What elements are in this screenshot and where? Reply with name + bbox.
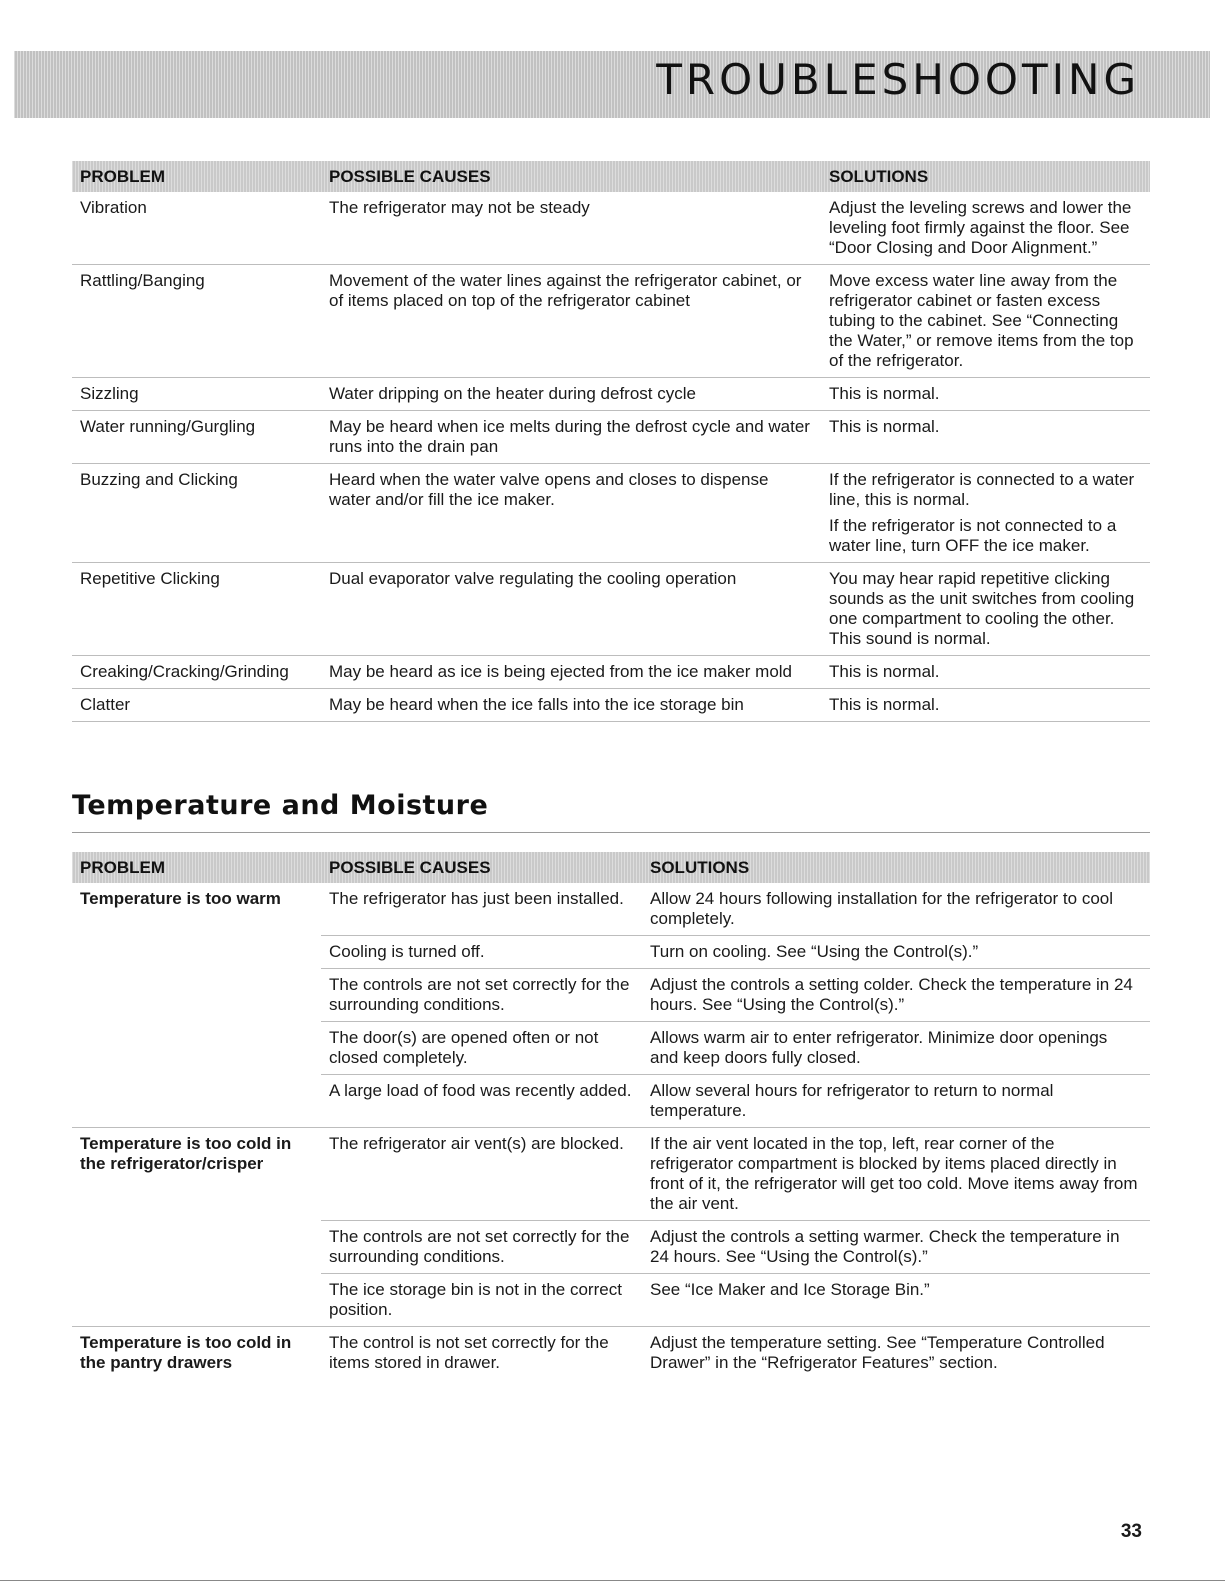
- solution-cell: This is normal.: [821, 411, 1150, 464]
- header-possible-causes: POSSIBLE CAUSES: [321, 852, 642, 883]
- cause-cell: A large load of food was recently added.: [321, 1075, 642, 1128]
- solution-paragraph: If the refrigerator is not connected to a water line, turn OFF the ice maker.: [829, 516, 1117, 555]
- cause-cell: Cooling is turned off.: [321, 936, 642, 969]
- cause-cell: The door(s) are opened often or not closed completely.: [321, 1022, 642, 1075]
- cause-cell: Heard when the water valve opens and closes to dispense water and/or fill the ice maker.: [321, 464, 821, 563]
- table-row: [72, 936, 1150, 969]
- table-row: [72, 1327, 1150, 1380]
- problem-cell: Temperature is too cold in the refrigerator/crisper: [80, 1134, 292, 1173]
- solution-cell: [821, 464, 1150, 563]
- problem-cell: [72, 1022, 321, 1075]
- table-row: [72, 1274, 1150, 1327]
- solution-paragraph: If the refrigerator is connected to a water line, this is normal.: [829, 470, 1135, 509]
- header-possible-causes: POSSIBLE CAUSES: [321, 161, 821, 192]
- problem-cell: Clatter: [72, 689, 321, 722]
- solution-cell: Move excess water line away from the refrigerator cabinet or fasten excess tubing to the cabinet. See “Connecting the Water,” or remove items from the top of the refrigerator.: [821, 265, 1150, 378]
- cause-cell: The controls are not set correctly for the surrounding conditions.: [321, 1221, 642, 1274]
- table-row: [72, 192, 1150, 265]
- cause-cell: The controls are not set correctly for the surrounding conditions.: [321, 969, 642, 1022]
- problem-cell: Creaking/Cracking/Grinding: [72, 656, 321, 689]
- solution-cell: Allow 24 hours following installation for the refrigerator to cool completely.: [642, 883, 1150, 936]
- problem-cell: [72, 969, 321, 1022]
- table-row: [72, 656, 1150, 689]
- solution-cell: This is normal.: [821, 378, 1150, 411]
- solution-cell: This is normal.: [821, 689, 1150, 722]
- cause-cell: Water dripping on the heater during defrost cycle: [321, 378, 821, 411]
- solution-cell: Adjust the controls a setting colder. Check the temperature in 24 hours. See “Using the Control(s).”: [642, 969, 1150, 1022]
- table-row: [72, 563, 1150, 656]
- cause-cell: Movement of the water lines against the refrigerator cabinet, or of items placed on top of the refrigerator cabinet: [321, 265, 821, 378]
- cause-cell: May be heard when ice melts during the defrost cycle and water runs into the drain pan: [321, 411, 821, 464]
- problem-cell: Buzzing and Clicking: [72, 464, 321, 563]
- problem-cell: Temperature is too cold in the pantry drawers: [80, 1333, 292, 1372]
- problem-cell: [72, 1221, 321, 1274]
- table-row: [72, 883, 1150, 936]
- table-row: [72, 1128, 1150, 1221]
- table-row: [72, 464, 1150, 563]
- solution-cell: Adjust the temperature setting. See “Temperature Controlled Drawer” in the “Refrigerator Features” section.: [650, 1333, 1105, 1372]
- banner-title: TROUBLESHOOTING: [656, 55, 1140, 104]
- cause-cell: May be heard when the ice falls into the ice storage bin: [321, 689, 821, 722]
- header-solutions: SOLUTIONS: [642, 852, 1150, 883]
- noise-troubleshooting-table: [72, 161, 1150, 722]
- solution-cell: Adjust the leveling screws and lower the leveling foot firmly against the floor. See “Door Closing and Door Alignment.”: [821, 192, 1150, 265]
- cause-cell: The ice storage bin is not in the correct position.: [321, 1274, 642, 1327]
- problem-cell: Rattling/Banging: [72, 265, 321, 378]
- temperature-troubleshooting-table: [72, 852, 1150, 1379]
- problem-cell: [72, 936, 321, 969]
- bottom-divider: [0, 1580, 1225, 1581]
- table-header-row: [72, 852, 1150, 883]
- problem-cell: Sizzling: [72, 378, 321, 411]
- page-banner: [14, 51, 1210, 118]
- solution-cell: See “Ice Maker and Ice Storage Bin.”: [642, 1274, 1150, 1327]
- table-row: [72, 969, 1150, 1022]
- cause-cell: The control is not set correctly for the items stored in drawer.: [329, 1333, 609, 1372]
- problem-cell: Water running/Gurgling: [72, 411, 321, 464]
- section-heading: Temperature and Moisture: [72, 790, 489, 821]
- problem-cell: [72, 1075, 321, 1128]
- table-row: [72, 1075, 1150, 1128]
- header-problem: PROBLEM: [72, 852, 321, 883]
- problem-cell: Temperature is too warm: [80, 889, 281, 908]
- cause-cell: May be heard as ice is being ejected from the ice maker mold: [321, 656, 821, 689]
- solution-cell: This is normal.: [821, 656, 1150, 689]
- solution-cell: Allow several hours for refrigerator to return to normal temperature.: [642, 1075, 1150, 1128]
- table-row: [72, 265, 1150, 378]
- cause-cell: The refrigerator has just been installed.: [321, 883, 642, 936]
- problem-cell: [72, 1274, 321, 1327]
- solution-cell: Turn on cooling. See “Using the Control(s).”: [642, 936, 1150, 969]
- solution-cell: You may hear rapid repetitive clicking sounds as the unit switches from cooling one compartment to cooling the other. This sound is normal.: [821, 563, 1150, 656]
- header-solutions: SOLUTIONS: [821, 161, 1150, 192]
- problem-cell: Repetitive Clicking: [72, 563, 321, 656]
- table-header-row: [72, 161, 1150, 192]
- cause-cell: The refrigerator may not be steady: [321, 192, 821, 265]
- section-divider: [72, 832, 1150, 833]
- table-row: [72, 1221, 1150, 1274]
- table-row: [72, 411, 1150, 464]
- solution-cell: Adjust the controls a setting warmer. Check the temperature in 24 hours. See “Using the Control(s).”: [642, 1221, 1150, 1274]
- cause-cell: Dual evaporator valve regulating the cooling operation: [321, 563, 821, 656]
- table-row: [72, 1022, 1150, 1075]
- cause-cell: The refrigerator air vent(s) are blocked.: [321, 1128, 642, 1221]
- solution-cell: If the air vent located in the top, left, rear corner of the refrigerator compartment is blocked by items placed directly in front of it, the refrigerator will get too cold. Move items away from the air vent.: [642, 1128, 1150, 1221]
- problem-cell: Vibration: [72, 192, 321, 265]
- header-problem: PROBLEM: [72, 161, 321, 192]
- table-row: [72, 689, 1150, 722]
- page-number: 33: [1120, 1521, 1142, 1542]
- solution-cell: Allows warm air to enter refrigerator. Minimize door openings and keep doors fully closed.: [642, 1022, 1150, 1075]
- table-row: [72, 378, 1150, 411]
